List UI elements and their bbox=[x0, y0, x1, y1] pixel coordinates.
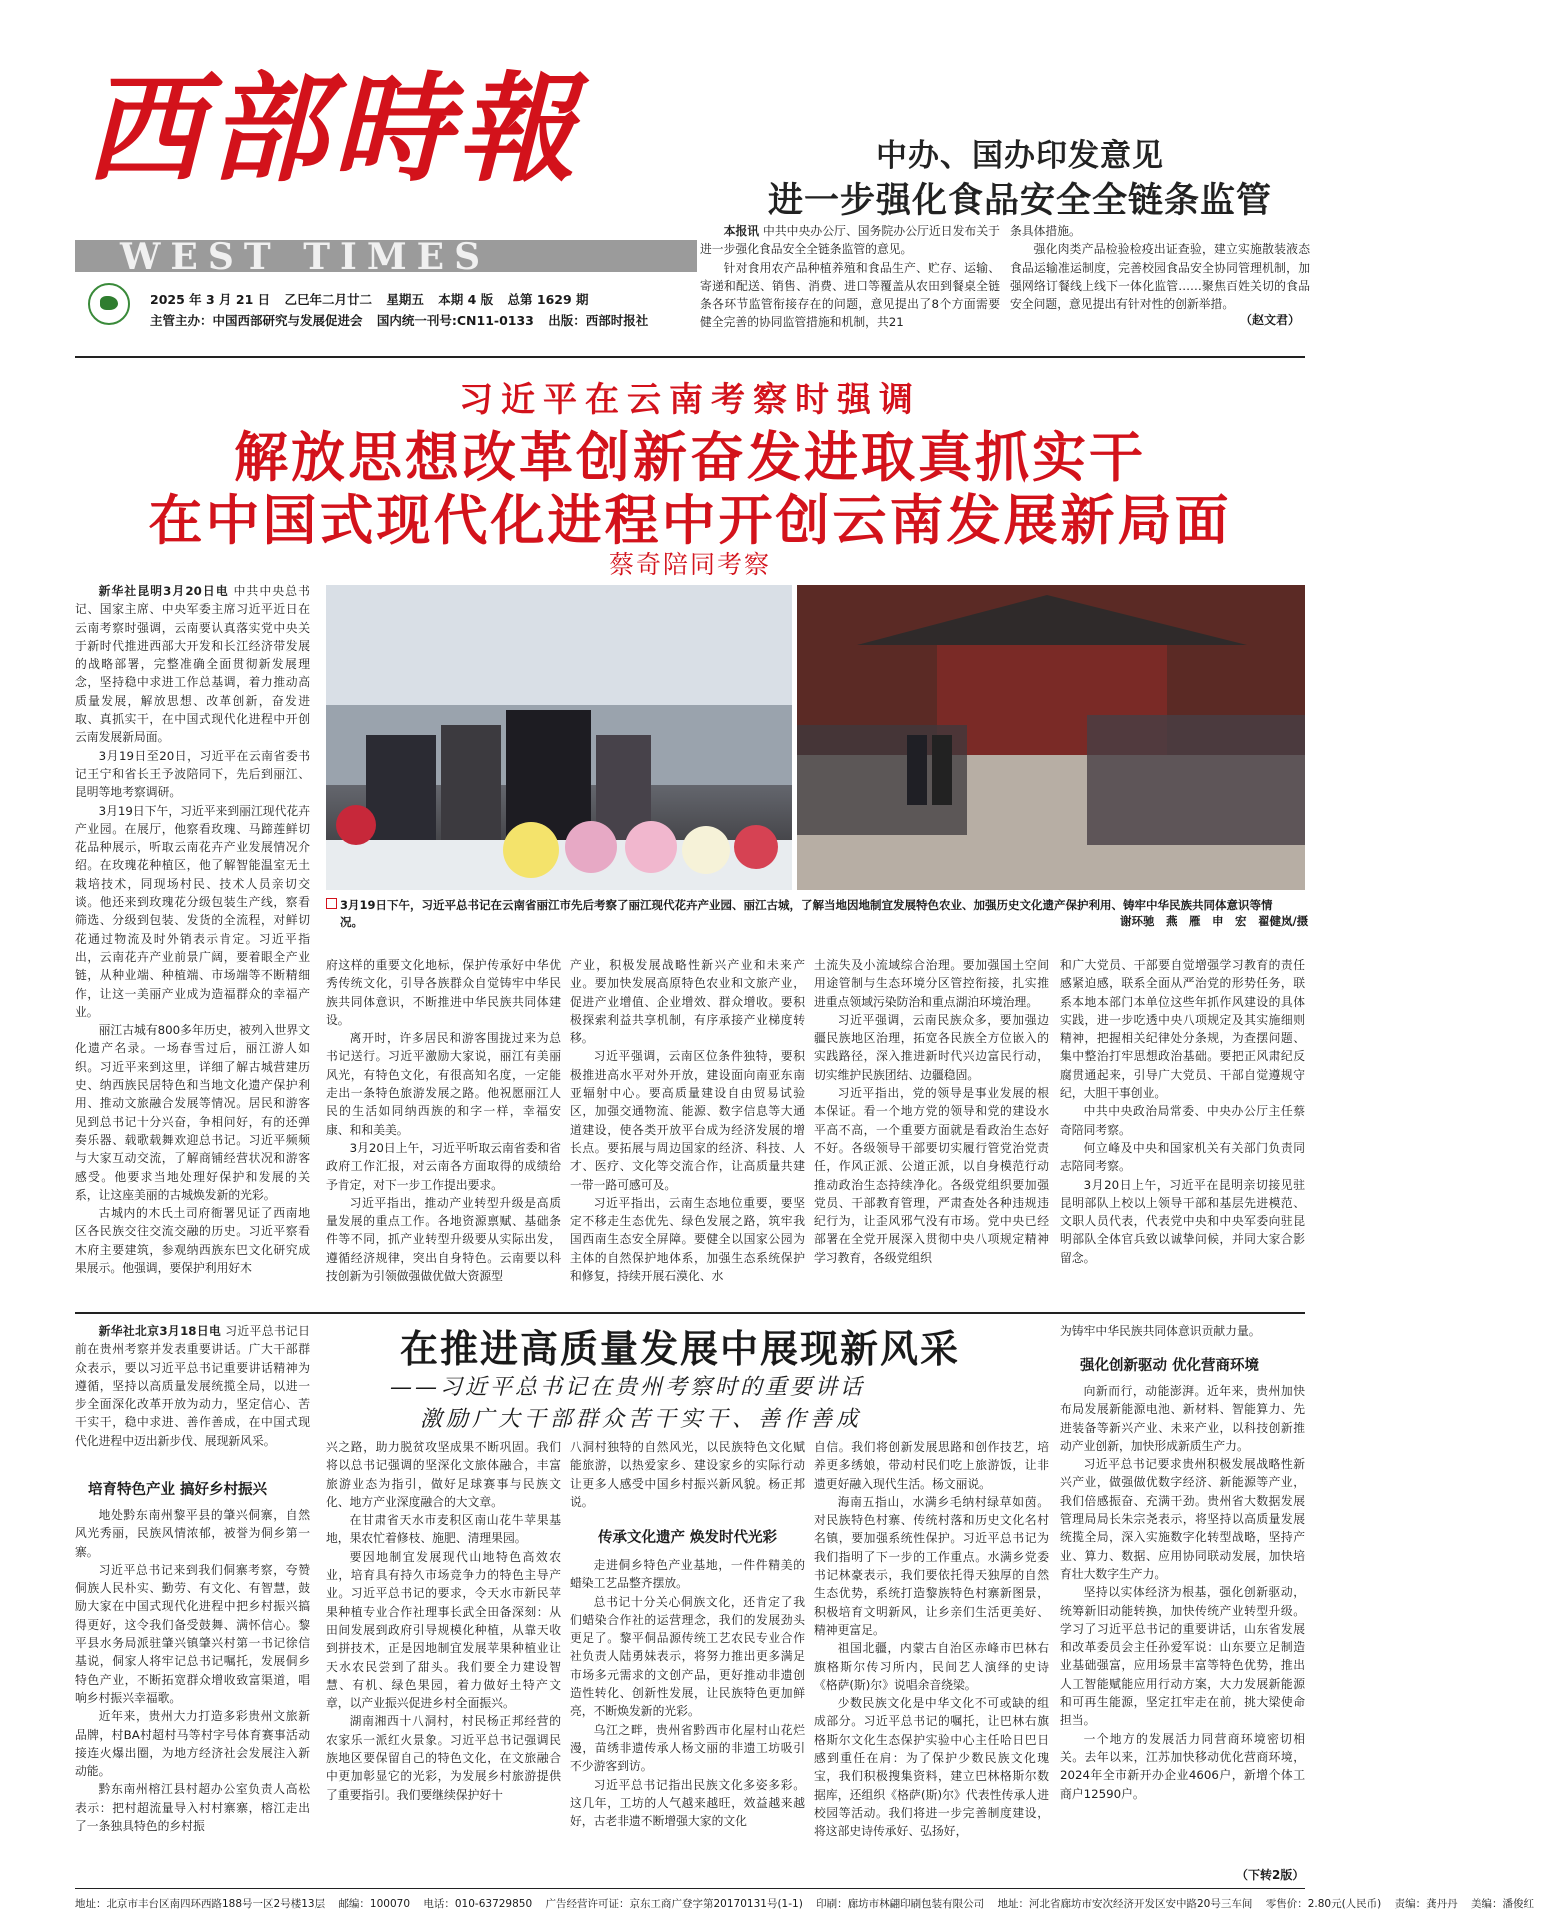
page-count: 本期 4 版 bbox=[438, 292, 494, 307]
second-story-column-5: 向新而行，动能澎湃。近年来，贵州加快布局发展新能源电池、新材料、智能算力、先进装备等新兴产业、未来产业，以科技创新推动产业创新，加快形成新质生产力。 习近平总书记要求贵州积极发展战略性新兴产业，做强做优数字经济、新能源等产业，我们倍感振奋、充满干劲。贵州省大数据发展管理局局长朱宗尧表示，将坚持以高质量发展统揽全局，深入实施数字化转型战略，坚持产业、算力、数据、应用协同联动发展，加快培育壮大数字生产力。 坚持以实体经济为根基，强化创新驱动，统筹新旧动能转换，加快传统产业转型升级。学习了习近平总书记的重要讲话，山东省发展和改革委员会主任孙爱军说：山东要立足制造业基础强富，应用场景丰富等特色优势，推出人工智能赋能应用行动方案，大力发展新能源和可再生能源，坚定扛牢走在前，挑大梁使命担当。 一个地方的发展活力同营商环境密切相关。去年以来，江苏加快移动优化营商环境，2024年全市新开办企业4606户，新增个体工商户12590户。 bbox=[1060, 1384, 1305, 1801]
lead-headline-2: 在中国式现代化进程中开创云南发展新局面 bbox=[148, 489, 1232, 552]
continued-note: （下转2版） bbox=[1236, 1868, 1305, 1882]
top-story-column-2: 条具体措施。 强化肉类产品检验检疫出证查验，建立实施散装液态食品运输准运制度，完善校园食品安全协同管理机制，加强网络订餐线上线下一体化监管……聚焦百姓关切的食品安全问题，意见提出有针对性的创新举措。 bbox=[1010, 224, 1310, 312]
second-story-column-4: 自信。我们将创新发展思路和创作技艺，培养更多绣娘，带动村民们吃上旅游饭，让非遗更好融入现代生活。杨文丽说。 海南五指山，水满乡毛纳村绿草如茵。对民族特色村寨、传统村落和历史文化名村名镇，要加强系统性保护。习近平总书记为我们指明了下一步的工作重点。水满乡党委书记林豪表示，我们要依托得天独厚的自然生态优势，系统打造黎族特色村寨新图景，积极培育文明新风，让乡亲们生活更美好、精神更富足。 祖国北疆，内蒙古自治区赤峰市巴林右旗格斯尔传习所内，民间艺人演绎的史诗《格萨(斯)尔》说唱余音绕梁。 少数民族文化是中华文化不可或缺的组成部分。习近平总书记的嘱托，让巴林右旗格斯尔文化生态保护实验中心主任哈日巴日感到重任在肩：为了保护少数民族文化瑰宝，我们积极搜集资料，建立巴林格斯尔数据库，还组织《格萨(斯)尔》代表性传承人进校园等活动。我们将进一步完善制度建设，将这部史诗传承好、弘扬好， bbox=[814, 1440, 1049, 1839]
second-story-subtitle-2: 激励广大干部群众苦干实干、善作善成 bbox=[420, 1407, 863, 1432]
weekday: 星期五 bbox=[386, 292, 424, 307]
photo-caption: 3月19日下午，习近平总书记在云南省丽江市先后考察了丽江现代花卉产业园、丽江古城，了解当地因地制宜发展特色农业、加强历史文化遗产保护利用、铸牢中华民族共同体意识等情况。 bbox=[340, 898, 1273, 929]
photo-lijiang-old-town bbox=[797, 585, 1305, 890]
masthead-english: WEST TIMES bbox=[120, 236, 491, 278]
second-story-subtitle-1: ——习近平总书记在贵州考察时的重要讲话 bbox=[390, 1375, 866, 1400]
footer-printer-address: 地址：河北省廊坊市安次经济开发区安中路20号三车间 bbox=[997, 1898, 1253, 1910]
section-heading-innovation: 强化创新驱动 优化营商环境 bbox=[1080, 1358, 1260, 1374]
top-story-headline-1: 中办、国办印发意见 bbox=[876, 138, 1164, 174]
footer-ad-license: 广告经营许可证：京东工商广登字第20170131号(1-1) bbox=[545, 1898, 803, 1910]
photo-lijiang-old-town-art bbox=[797, 585, 1305, 890]
divider bbox=[75, 356, 1305, 358]
lead-subhead: 蔡奇陪同考察 bbox=[608, 550, 771, 579]
second-story-intro: 新华社北京3月18日电 习近平总书记日前在贵州考察并发表重要讲话。广大干部群众表示，要以习近平总书记重要讲话精神为遵循，坚持以高质量发展统揽全局，以进一步全面深化改革开放为动力，坚定信心、苦干实干，稳中求进、善作善成，在中国式现代化进程中迈出新步伐、展现新风采。 bbox=[75, 1324, 310, 1448]
lead-kicker: 习近平在云南考察时强调 bbox=[459, 380, 921, 420]
footer-imprint bbox=[75, 1896, 1534, 1911]
second-story-column-3-top: 八洞村独特的自然风光，以民族特色文化赋能旅游，以热爱家乡、建设家乡的实际行动让更多人感受中国乡村振兴新风貌。杨正邦说。 bbox=[570, 1440, 805, 1509]
lunar-date: 乙巳年二月廿二 bbox=[284, 292, 373, 307]
sponsor: 主管主办：中国西部研究与发展促进会 bbox=[150, 313, 363, 328]
masthead-title: 西部時報 bbox=[85, 59, 582, 198]
second-story-title: 在推进高质量发展中展现新风采 bbox=[399, 1326, 960, 1371]
lead-column-2: 府这样的重要文化地标，保护传承好中华优秀传统文化，引导各族群众自觉铸牢中华民族共同体意识，不断推进中华民族共同体建设。 离开时，许多居民和游客围拢过来为总书记送行。习近平激励大家说，丽江有美丽风光，有特色文化，有很高知名度，一定能走出一条特色旅游发展之路。他祝愿丽江人民的生活如同纳西族的和字一样，幸福安康、和和美美。 3月20日上午，习近平听取云南省委和省政府工作汇报，对云南各方面取得的成绩给予肯定，对下一步工作提出要求。 习近平指出，推动产业转型升级是高质量发展的重点工作。各地资源禀赋、基础条件等不同，抓产业转型升级要从实际出发，遵循经济规律，突出自身特色。云南要以科技创新为引领做强做优做大资源型 bbox=[326, 958, 561, 1284]
footer-postcode: 邮编：100070 bbox=[338, 1898, 411, 1910]
lead-column-4: 土流失及小流域综合治理。要加强国土空间用途管制与生态环境分区管控衔接，扎实推进重点领域污染防治和重点湖泊环境治理。 习近平强调，云南民族众多，要加强边疆民族地区治理，拓宽各民族全方位嵌入的实践路径，深入推进新时代兴边富民行动，切实维护民族团结、边疆稳固。 习近平指出，党的领导是事业发展的根本保证。看一个地方党的领导和党的建设水平高不高，一个重要方面就是看政治生态好不好。各级领导干部要切实履行管党治党责任，作风正派、公道正派，以自身模范行动推动政治生态持续净化。各级党组织要加强党员、干部教育管理，严肃查处各种违规违纪行为，让歪风邪气没有市场。党中央已经部署在全党开展深入贯彻中央八项规定精神学习教育，各级党组织 bbox=[814, 958, 1049, 1265]
publisher: 出版：西部时报社 bbox=[548, 313, 649, 328]
sponsor-line bbox=[150, 311, 658, 329]
second-story-column-5-top: 为铸牢中华民族共同体意识贡献力量。 bbox=[1060, 1324, 1261, 1338]
divider bbox=[75, 1312, 1305, 1314]
footer-designer: 美编：潘俊红 bbox=[1470, 1898, 1534, 1910]
top-story-byline: （赵文君） bbox=[1240, 313, 1301, 327]
second-story-column-1: 地处黔东南州黎平县的肇兴侗寨，自然风光秀丽，民族风情浓郁，被誉为侗乡第一寨。 习近平总书记来到我们侗寨考察，夸赞侗族人民朴实、勤劳、有文化、有智慧，鼓励大家在中国式现代化进程中把乡村振兴搞得更好，这令我们备受鼓舞、满怀信心。黎平县水务局派驻肇兴镇肇兴村第一书记徐信基说，侗家人将牢记总书记嘱托，发展侗乡特色产业，不断拓宽群众增收致富渠道，唱响乡村振兴幸福歌。 近年来，贵州大力打造多彩贵州文旅新品牌，村BA村超村马等村字号体育赛事活动接连火爆出圈，为地方经济社会发展注入新动能。 黔东南州榕江县村超办公室负责人高松表示：把村超流量导入村村寨寨，榕江走出了一条独具特色的乡村振 bbox=[75, 1508, 310, 1834]
lead-column-5: 和广大党员、干部要自觉增强学习教育的责任感紧迫感，联系全面从严治党的形势任务，联系本地本部门本单位这些年抓作风建设的具体实践，进一步吃透中央八项规定及其实施细则精神，把握相关纪律处分条规，为查摆问题、集中整治打牢思想政治基础。要把正风肃纪反腐贯通起来，引导广大党员、干部自觉遵规守纪，大胆干事创业。 中共中央政治局常委、中央办公厅主任蔡奇陪同考察。 何立峰及中央和国家机关有关部门负责同志陪同考察。 3月20日上午，习近平在昆明亲切接见驻昆明部队上校以上领导干部和基层先进模范、文职人员代表，代表党中央和中央军委向驻昆明部队全体官兵致以诚挚问候，并同大家合影留念。 bbox=[1060, 958, 1305, 1265]
issue-date: 2025 年 3 月 21 日 bbox=[150, 292, 271, 307]
photo-flower-park bbox=[326, 585, 792, 890]
footer-address: 地址：北京市丰台区南四环西路188号一区2号楼13层 bbox=[75, 1898, 326, 1910]
footer-printer: 印刷：廊坊市林翩印刷包装有限公司 bbox=[816, 1898, 985, 1910]
caption-marker-icon bbox=[326, 898, 337, 909]
section-heading-culture: 传承文化遗产 焕发时代光彩 bbox=[598, 1530, 778, 1546]
footer-editor: 责编：龚丹丹 bbox=[1394, 1898, 1458, 1910]
photo-credit: 谢环驰 燕 雁 申 宏 翟健岚/摄 bbox=[1120, 914, 1309, 928]
date-line bbox=[150, 290, 599, 308]
second-story-column-3: 走进侗乡特色产业基地，一件件精美的蜡染工艺品整齐摆放。 总书记十分关心侗族文化，还肯定了我们蜡染合作社的运营理念，我们的发展劲头更足了。黎平侗品源传统工艺农民专业合作社负责人陆勇妹表示，将努力推出更多满足市场多元需求的文创产品，更好推动非遗创造性转化、创新性发展，让民族特色更加鲜亮，不断焕发新的光彩。 乌江之畔，贵州省黔西市化屋村山花烂漫，苗绣非遗传承人杨文丽的非遗工坊吸引不少游客到访。 习近平总书记指出民族文化多姿多彩。这几年，工坊的人气越来越旺，效益越来越好，古老非遗不断增强大家的文化 bbox=[570, 1558, 805, 1829]
serial-number: 国内统一刊号:CN11-0133 bbox=[376, 313, 534, 328]
section-heading-rural: 培育特色产业 搞好乡村振兴 bbox=[88, 1482, 268, 1498]
footer-phone: 电话：010-63729850 bbox=[423, 1898, 533, 1910]
divider bbox=[75, 1888, 1305, 1889]
second-story-column-2: 兴之路，助力脱贫攻坚成果不断巩固。我们将以总书记强调的坚深化文旅体融合，丰富旅游业态为指引，做好足球赛事与民族文化、地方产业深度融合的大文章。 在甘肃省天水市麦积区南山花牛苹果基地，果农忙着修枝、施肥、清理果园。 要因地制宜发展现代山地特色高效农业，培育具有持久市场竞争力的特色主导产业。习近平总书记的要求，令天水市新民苹果种植专业合作社理事长武全田备深刻：从田间发展到政府引导规模化种植，从靠天收到拼技术，正是因地制宜发展苹果种植业让天水农民尝到了甜头。我们要全力建设智慧、有机、绿色果园，着力做好土特产文章，以产业振兴促进乡村全面振兴。 湖南湘西十八洞村，村民杨正邦经营的农家乐一派红火景象。习近平总书记强调民族地区要保留自己的特色文化，在文旅融合中更加彰显它的光彩，为发展乡村旅游提供了重要指引。我们要继续保护好十 bbox=[326, 1440, 561, 1802]
top-story-column-1: 本报讯 中共中央办公厅、国务院办公厅近日发布关于进一步强化食品安全全链条监管的意见。 针对食用农产品种植养殖和食品生产、贮存、运输、寄递和配送、销售、消费、进口等覆盖从农田到餐桌全链条各环节监管衔接存在的问题，意见提出了8个方面需要健全完善的协同监管措施和机制，共21 bbox=[700, 224, 1000, 330]
top-story-headline-2: 进一步强化食品安全全链条监管 bbox=[767, 181, 1272, 221]
china-map-icon bbox=[100, 296, 118, 310]
lead-column-3: 产业，积极发展战略性新兴产业和未来产业。要加快发展高原特色农业和文旅产业，促进产业增值、企业增效、群众增收。要积极探索利益共享机制，有序承接产业梯度转移。 习近平强调，云南区位条件独特，要积极推进高水平对外开放，建设面向南亚东南亚辐射中心。要高质量建设自由贸易试验区，加强交通物流、能源、数字信息等大通道建设，使各类开放平台成为经济发展的增长点。要拓展与周边国家的经济、科技、人才、医疗、文化等交流合作，让高质量共建一带一路可感可及。 习近平指出，云南生态地位重要，要坚定不移走生态优先、绿色发展之路，筑牢我国西南生态安全屏障。要健全以国家公园为主体的自然保护地体系，加强生态系统保护和修复，持续开展石漠化、水 bbox=[570, 958, 805, 1284]
lead-column-1: 新华社昆明3月20日电 中共中央总书记、国家主席、中央军委主席习近平近日在云南考察时强调，云南要认真落实党中央关于新时代推进西部大开发和长江经济带发展的战略部署，完整准确全面贯彻新发展理念，坚持稳中求进工作总基调，着力推动高质量发展，解放思想、改革创新，奋发进取、真抓实干，在中国式现代化进程中开创云南发展新局面。 3月19日至20日，习近平在云南省委书记王宁和省长王予波陪同下，先后到丽江、昆明等地考察调研。 3月19日下午，习近平来到丽江现代花卉产业园。在展厅，他察看玫瑰、马蹄莲鲜切花品种展示，听取云南花卉产业发展情况介绍。在玫瑰花种植区，他了解智能温室无土栽培技术，同现场村民、技术人员亲切交谈。他还来到玫瑰花分级包装生产线，察看筛选、分级到包装、发货的全流程，对鲜切花通过物流及时外销表示肯定。习近平指出，云南花卉产业前景广阔，要着眼全产业链，从种业端、种植端、市场端等不断精细作，让这一美丽产业成为造福群众的幸福产业。 丽江古城有800多年历史，被列入世界文化遗产名录。一场春雪过后，丽江游人如织。习近平来到这里，详细了解古城营建历史、纳西族民居特色和当地文化遗产保护利用、推动文旅融合发展等情况。居民和游客见到总书记十分兴奋，争相问好，有的还弹奏乐器、载歌载舞欢迎总书记。习近平频频与大家互动交流，了解商铺经营状况和游客感受。他要求当地处理好保护和发展的关系，让这座美丽的古城焕发新的光彩。 古城内的木氏土司府衙署见证了西南地区各民族交往交流交融的历史。习近平察看木府主要建筑，参观纳西族东巴文化研究成果展示。他强调，要保护利用好木 bbox=[75, 584, 310, 1275]
issue-number: 总第 1629 期 bbox=[507, 292, 589, 307]
lead-headline-1: 解放思想改革创新奋发进取真抓实干 bbox=[234, 426, 1146, 489]
footer-price: 零售价：2.80元(人民币) bbox=[1265, 1898, 1382, 1910]
photo-flower-park-art bbox=[326, 585, 792, 890]
